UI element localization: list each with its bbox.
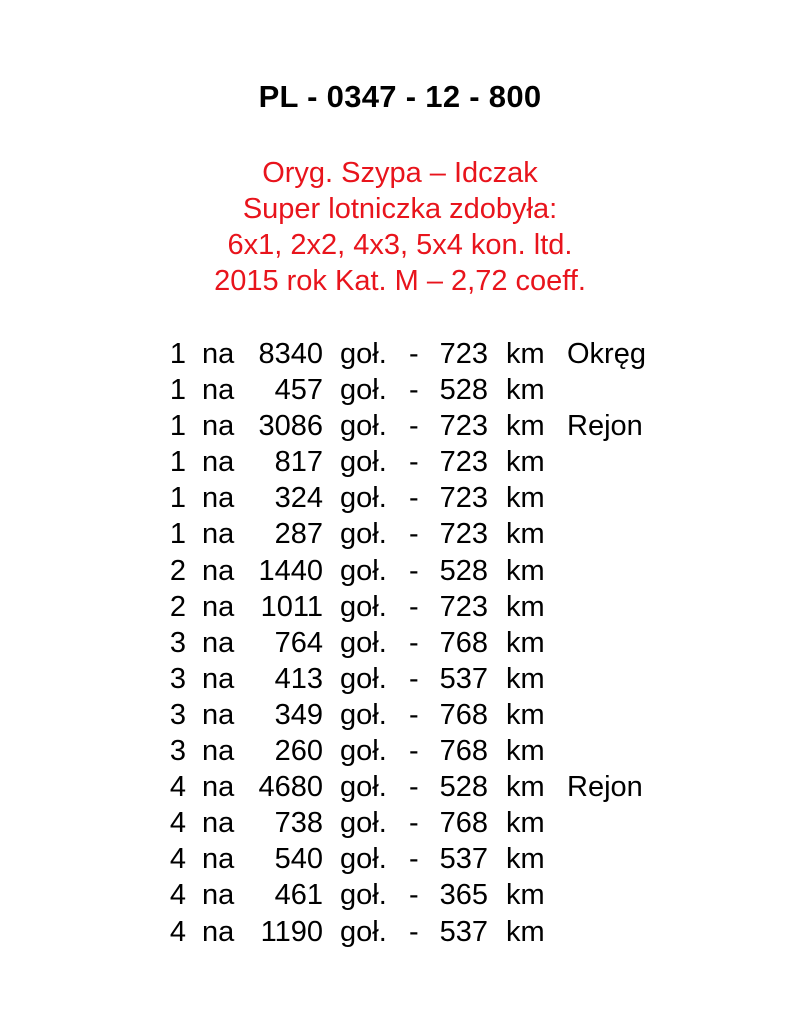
result-na: na	[202, 735, 235, 768]
result-unit: km	[506, 590, 545, 623]
description-line: Oryg. Szypa – Idczak	[262, 157, 538, 189]
description-line: 2015 rok Kat. M – 2,72 coeff.	[214, 265, 586, 297]
result-separator: -	[409, 590, 419, 623]
result-row	[0, 480, 800, 516]
result-place: 2	[169, 590, 186, 623]
result-row	[0, 769, 800, 805]
result-place: 4	[169, 807, 186, 840]
result-unit: km	[506, 554, 545, 587]
result-bird-count: 8340	[258, 338, 323, 370]
result-birds-abbrev: goł.	[340, 843, 387, 876]
result-note: Rejon	[567, 410, 643, 443]
result-unit: km	[506, 518, 545, 551]
result-na: na	[202, 662, 235, 695]
result-unit: km	[506, 771, 545, 804]
result-unit: km	[506, 662, 545, 695]
result-na: na	[202, 554, 235, 587]
result-unit: km	[506, 446, 545, 479]
result-na: na	[202, 771, 235, 804]
result-birds-abbrev: goł.	[340, 807, 387, 840]
result-birds-abbrev: goł.	[340, 879, 387, 912]
result-distance: 768	[439, 698, 488, 731]
result-place: 1	[169, 446, 186, 479]
result-unit: km	[506, 338, 545, 370]
result-bird-count: 349	[274, 698, 323, 731]
result-separator: -	[409, 915, 419, 948]
result-birds-abbrev: goł.	[340, 518, 387, 551]
result-bird-count: 1440	[258, 554, 323, 587]
result-bird-count: 738	[274, 807, 323, 840]
result-na: na	[202, 879, 235, 912]
result-row	[0, 661, 800, 697]
result-separator: -	[409, 735, 419, 768]
result-distance: 768	[439, 735, 488, 768]
result-birds-abbrev: goł.	[340, 771, 387, 804]
result-distance: 723	[439, 446, 488, 479]
result-distance: 768	[439, 807, 488, 840]
result-row	[0, 914, 800, 950]
result-bird-count: 4680	[258, 771, 323, 804]
result-na: na	[202, 626, 235, 659]
pedigree-description	[0, 155, 800, 299]
result-unit: km	[506, 482, 545, 515]
result-place: 3	[169, 662, 186, 695]
result-separator: -	[409, 843, 419, 876]
result-unit: km	[506, 735, 545, 768]
result-distance: 537	[439, 662, 488, 695]
result-place: 4	[169, 879, 186, 912]
result-birds-abbrev: goł.	[340, 338, 387, 370]
page-title: PL - 0347 - 12 - 800	[258, 79, 542, 114]
result-unit: km	[506, 374, 545, 407]
result-bird-count: 413	[274, 662, 323, 695]
result-birds-abbrev: goł.	[340, 410, 387, 443]
result-place: 1	[169, 338, 186, 370]
result-distance: 723	[439, 338, 488, 370]
result-place: 4	[169, 771, 186, 804]
result-na: na	[202, 698, 235, 731]
result-unit: km	[506, 626, 545, 659]
description-line: Super lotniczka zdobyła:	[242, 193, 558, 225]
result-row	[0, 589, 800, 625]
result-na: na	[202, 518, 235, 551]
result-distance: 768	[439, 626, 488, 659]
result-bird-count: 287	[274, 518, 323, 551]
result-distance: 723	[439, 482, 488, 515]
result-na: na	[202, 338, 235, 370]
result-bird-count: 324	[274, 482, 323, 515]
result-birds-abbrev: goł.	[340, 590, 387, 623]
result-birds-abbrev: goł.	[340, 446, 387, 479]
result-na: na	[202, 807, 235, 840]
result-bird-count: 1011	[260, 590, 323, 623]
result-birds-abbrev: goł.	[340, 374, 387, 407]
result-na: na	[202, 374, 235, 407]
result-na: na	[202, 482, 235, 515]
description-line: 6x1, 2x2, 4x3, 5x4 kon. ltd.	[227, 229, 573, 261]
results-list	[0, 336, 800, 950]
result-bird-count: 461	[274, 879, 323, 912]
result-separator: -	[409, 698, 419, 731]
result-bird-count: 457	[274, 374, 323, 407]
result-unit: km	[506, 915, 545, 948]
result-row	[0, 877, 800, 913]
result-distance: 723	[439, 518, 488, 551]
result-row	[0, 625, 800, 661]
result-separator: -	[409, 518, 419, 551]
result-birds-abbrev: goł.	[340, 915, 387, 948]
result-row	[0, 516, 800, 552]
result-row	[0, 372, 800, 408]
result-bird-count: 764	[274, 626, 323, 659]
result-na: na	[202, 843, 235, 876]
result-bird-count: 817	[274, 446, 323, 479]
result-birds-abbrev: goł.	[340, 735, 387, 768]
result-row	[0, 336, 800, 372]
result-bird-count: 540	[274, 843, 323, 876]
result-separator: -	[409, 771, 419, 804]
result-distance: 723	[439, 590, 488, 623]
result-separator: -	[409, 482, 419, 515]
result-separator: -	[409, 446, 419, 479]
result-unit: km	[506, 410, 545, 443]
result-place: 3	[169, 698, 186, 731]
result-distance: 365	[439, 879, 488, 912]
result-separator: -	[409, 807, 419, 840]
result-birds-abbrev: goł.	[340, 626, 387, 659]
result-na: na	[202, 915, 235, 948]
result-row	[0, 841, 800, 877]
result-place: 1	[169, 518, 186, 551]
result-bird-count: 1190	[260, 915, 323, 948]
result-row	[0, 553, 800, 589]
result-separator: -	[409, 374, 419, 407]
result-unit: km	[506, 807, 545, 840]
result-place: 3	[169, 735, 186, 768]
result-row	[0, 408, 800, 444]
result-separator: -	[409, 626, 419, 659]
result-birds-abbrev: goł.	[340, 662, 387, 695]
result-distance: 528	[439, 771, 488, 804]
result-distance: 723	[439, 410, 488, 443]
result-unit: km	[506, 843, 545, 876]
result-bird-count: 260	[274, 735, 323, 768]
result-birds-abbrev: goł.	[340, 554, 387, 587]
result-place: 4	[169, 915, 186, 948]
result-separator: -	[409, 338, 419, 370]
result-place: 1	[169, 374, 186, 407]
result-row	[0, 697, 800, 733]
result-separator: -	[409, 410, 419, 443]
result-row	[0, 805, 800, 841]
result-place: 1	[169, 482, 186, 515]
result-bird-count: 3086	[258, 410, 323, 443]
result-distance: 537	[439, 843, 488, 876]
result-distance: 528	[439, 554, 488, 587]
result-na: na	[202, 410, 235, 443]
result-place: 4	[169, 843, 186, 876]
result-distance: 528	[439, 374, 488, 407]
result-note: Okręg	[567, 338, 646, 370]
result-separator: -	[409, 662, 419, 695]
result-na: na	[202, 590, 235, 623]
result-place: 2	[169, 554, 186, 587]
result-place: 1	[169, 410, 186, 443]
result-unit: km	[506, 698, 545, 731]
result-birds-abbrev: goł.	[340, 482, 387, 515]
result-distance: 537	[439, 915, 488, 948]
result-na: na	[202, 446, 235, 479]
result-separator: -	[409, 554, 419, 587]
result-birds-abbrev: goł.	[340, 698, 387, 731]
result-separator: -	[409, 879, 419, 912]
result-place: 3	[169, 626, 186, 659]
result-unit: km	[506, 879, 545, 912]
result-row	[0, 444, 800, 480]
result-note: Rejon	[567, 771, 643, 804]
result-row	[0, 733, 800, 769]
